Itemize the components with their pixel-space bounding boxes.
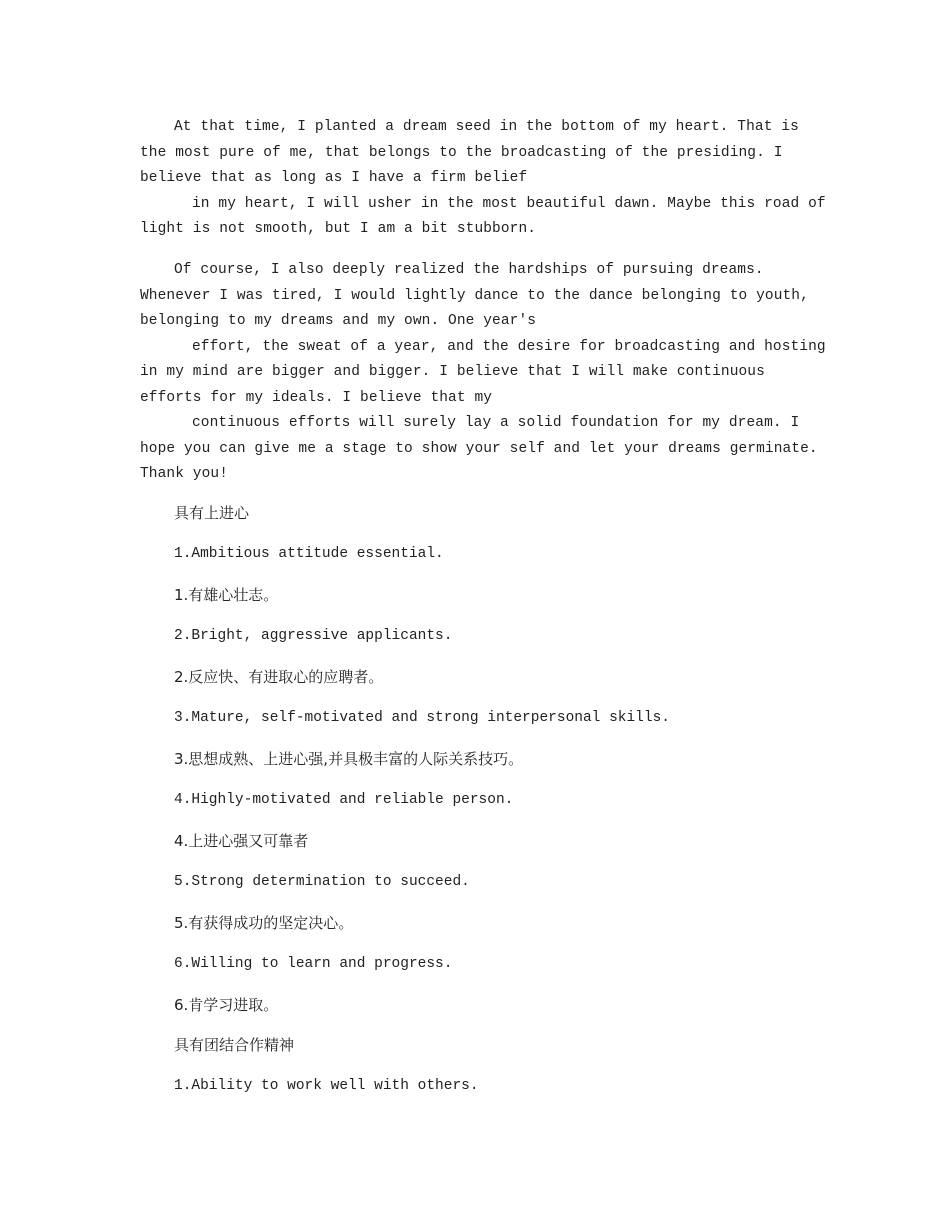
list-item: 1.有雄心壮志。 (174, 586, 279, 604)
list-item: 1.Ability to work well with others. (174, 1078, 479, 1094)
list-item: 5.有获得成功的坚定决心。 (174, 914, 354, 932)
list-item: 3.思想成熟、上进心强,并具极丰富的人际关系技巧。 (174, 750, 524, 768)
list-item: 3.Mature, self-motivated and strong interpersonal skills. (174, 710, 670, 726)
list-item: 5.Strong determination to succeed. (174, 874, 470, 890)
paragraph-line: At that time, I planted a dream seed in the bottom of my heart. That is (174, 119, 799, 135)
paragraph-line: Of course, I also deeply realized the hardships of pursuing dreams. (174, 262, 764, 278)
paragraph-line: the most pure of me, that belongs to the broadcasting of the presiding. I (140, 144, 783, 161)
paragraph-hardships (140, 258, 826, 488)
paragraph-line: believe that as long as I have a firm belief (140, 170, 528, 186)
paragraph-line: continuous efforts will surely lay a solid foundation for my dream. I (192, 415, 800, 431)
list-item: 6.Willing to learn and progress. (174, 956, 453, 972)
list-item: 2.反应快、有进取心的应聘者。 (174, 668, 384, 686)
list-item: 4.Highly-motivated and reliable person. (174, 792, 514, 808)
paragraph-line: light is not smooth, but I am a bit stubborn. (140, 221, 537, 237)
list-item: 4.上进心强又可靠者 (174, 832, 309, 850)
paragraph-line: Whenever I was tired, I would lightly dance to the dance belonging to youth, (140, 287, 809, 304)
paragraph-line: in my heart, I will usher in the most beautiful dawn. Maybe this road of (192, 195, 826, 212)
paragraph-line: belonging to my dreams and my own. One year's (140, 313, 537, 329)
paragraph-line: Thank you! (140, 466, 229, 482)
paragraph-line: efforts for my ideals. I believe that my (140, 389, 493, 406)
section-heading-ambition: 具有上进心 (174, 504, 250, 522)
paragraph-line: in my mind are bigger and bigger. I believe that I will make continuous (140, 364, 765, 380)
list-item: 6.肯学习进取。 (174, 996, 279, 1014)
list-item: 2.Bright, aggressive applicants. (174, 628, 453, 644)
paragraph-line: hope you can give me a stage to show your self and let your dreams germinate. (140, 440, 818, 457)
paragraph-dream-seed (140, 115, 826, 243)
list-item: 1.Ambitious attitude essential. (174, 546, 444, 562)
section-heading-teamwork: 具有团结合作精神 (174, 1036, 295, 1054)
paragraph-line: effort, the sweat of a year, and the desire for broadcasting and hosting (192, 338, 826, 355)
